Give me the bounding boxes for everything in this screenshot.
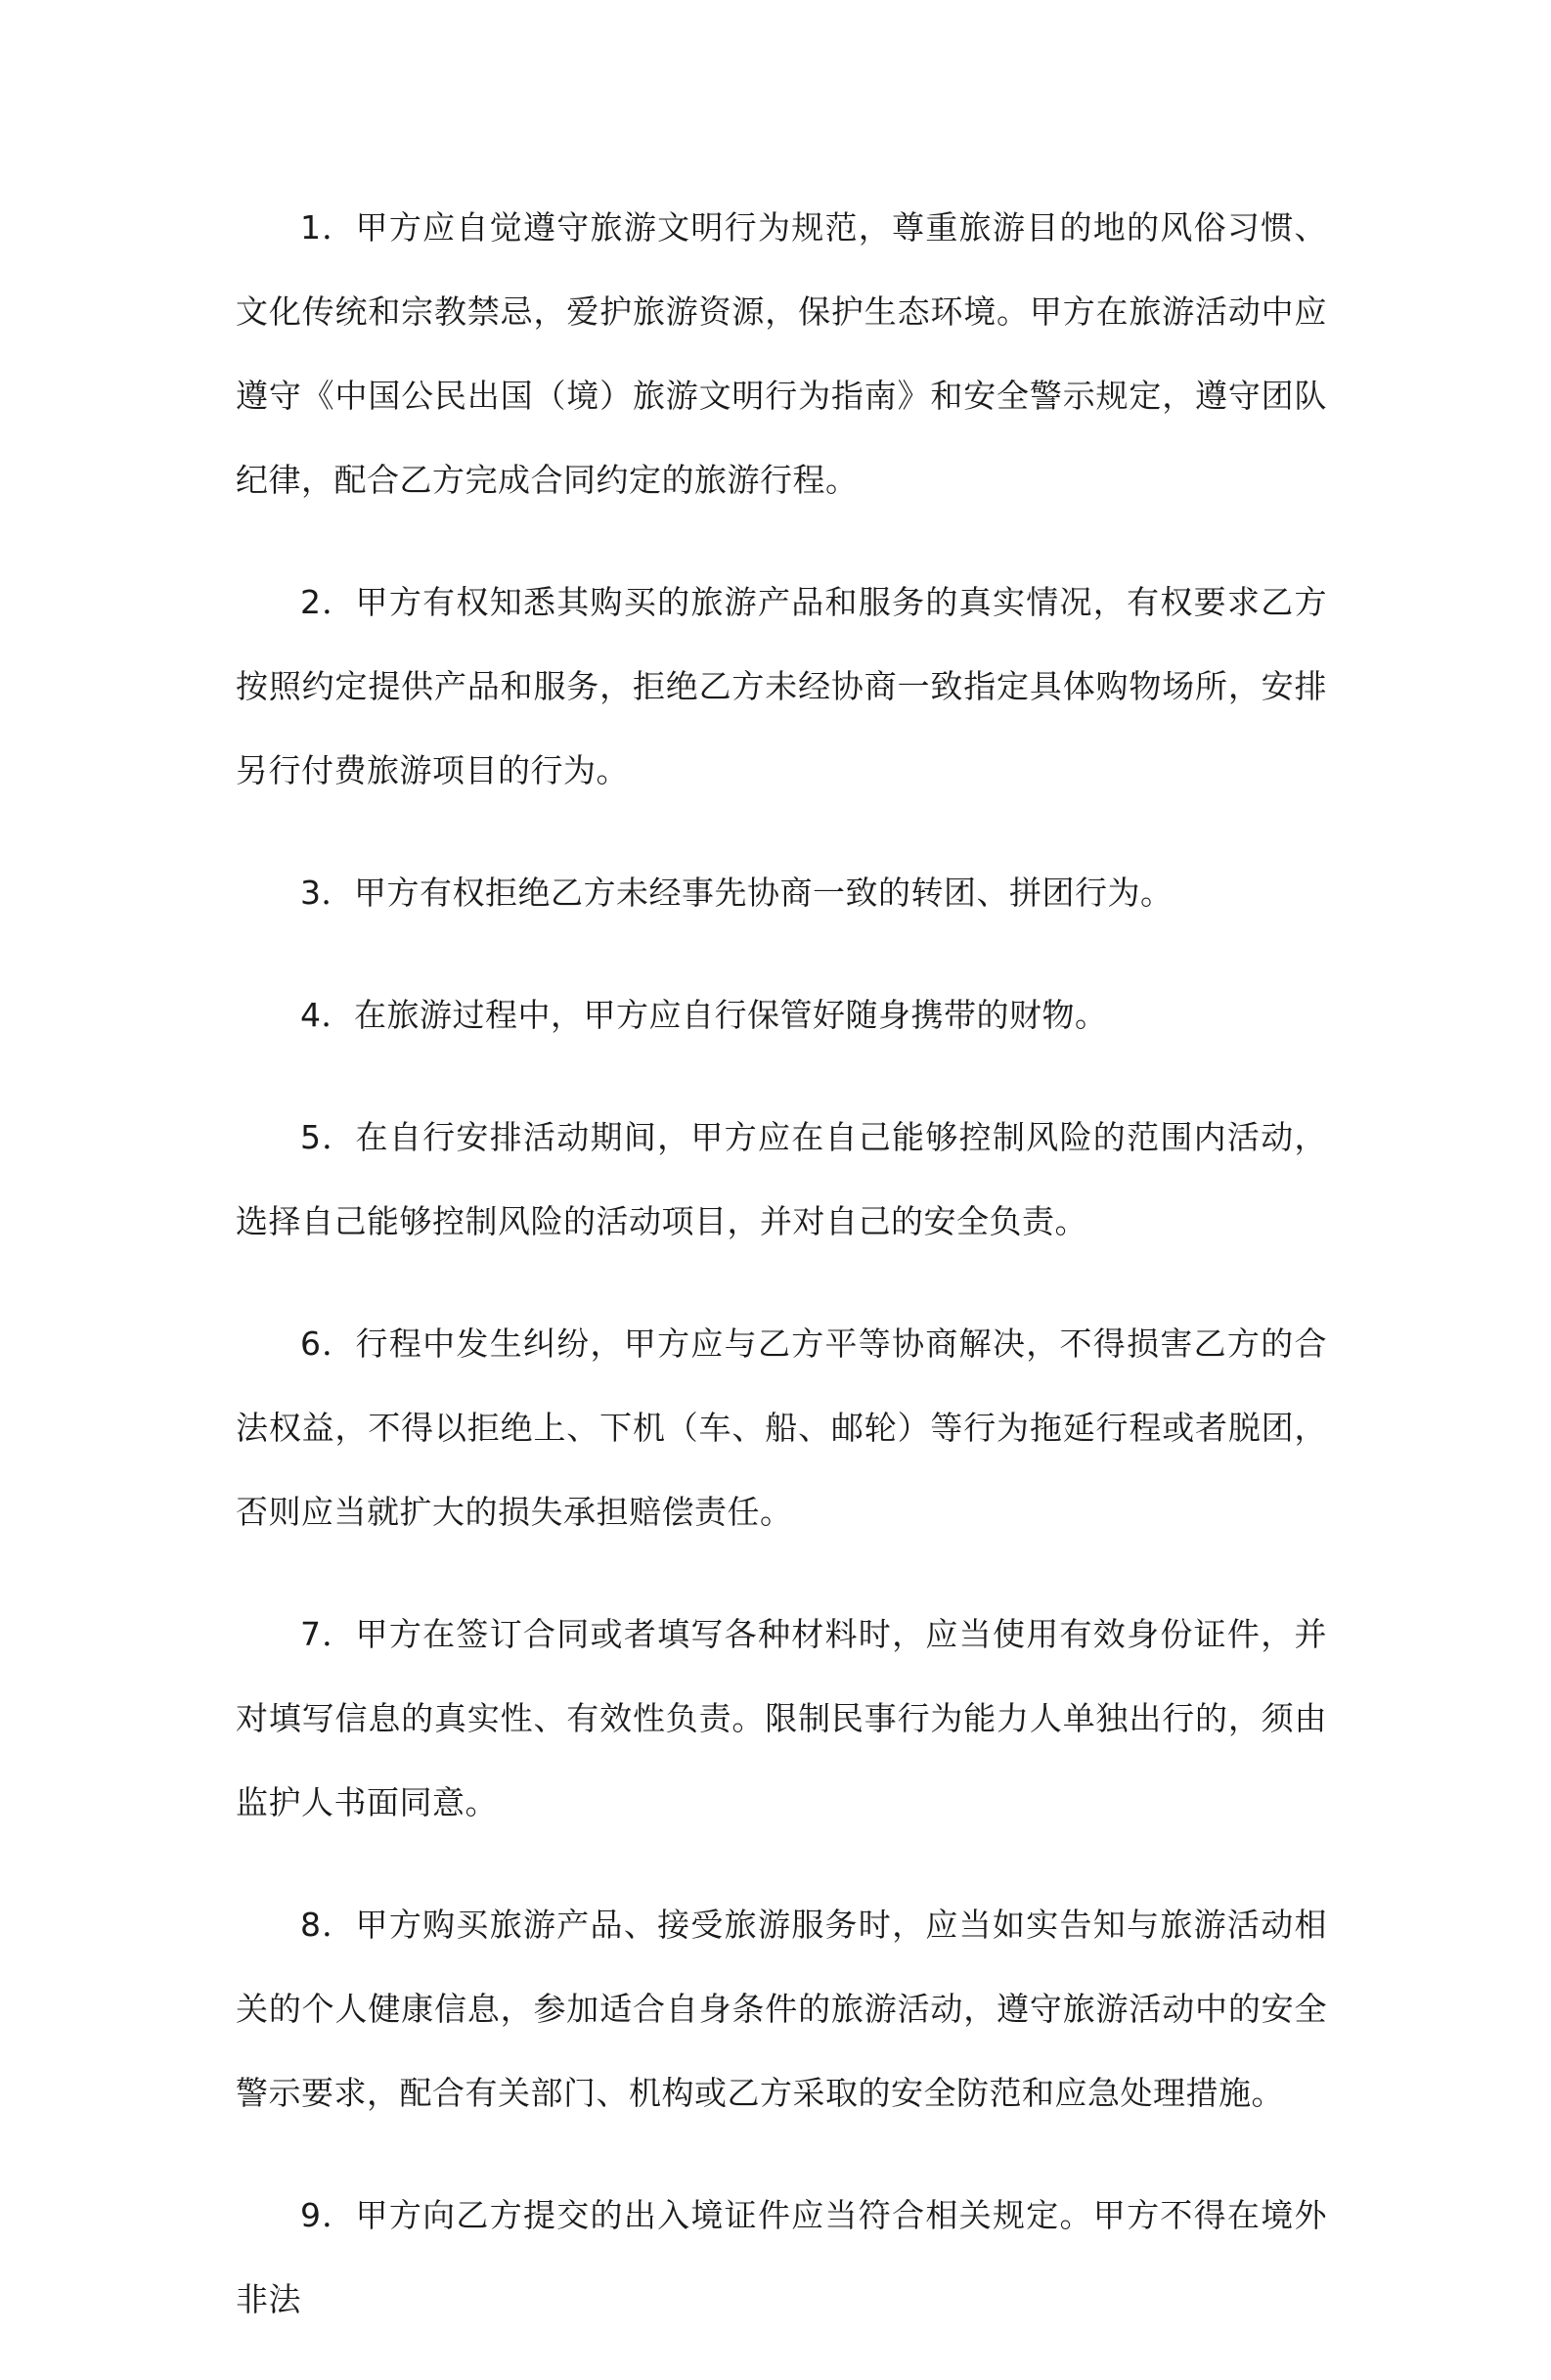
clause-7: 7．甲方在签订合同或者填写各种材料时，应当使用有效身份证件，并对填写信息的真实性、有效性负责。限制民事行为能力人单独出行的，须由监护人书面同意。	[236, 1615, 1327, 1821]
clause-4: 4．在旅游过程中，甲方应自行保管好随身携带的财物。	[300, 996, 1108, 1034]
clause-1: 1．甲方应自觉遵守旅游文明行为规范，尊重旅游目的地的风俗习惯、文化传统和宗教禁忌，爱护旅游资源，保护生态环境。甲方在旅游活动中应遵守《中国公民出国（境）旅游文明行为指南》和安全警示规定，遵守团队纪律，配合乙方完成合同约定的旅游行程。	[236, 208, 1327, 499]
clause-5: 5．在自行安排活动期间，甲方应在自己能够控制风险的范围内活动，选择自己能够控制风险的活动项目，并对自己的安全负责。	[236, 1118, 1327, 1240]
clause-6: 6．行程中发生纠纷，甲方应与乙方平等协商解决，不得损害乙方的合法权益，不得以拒绝上、下机（车、船、邮轮）等行为拖延行程或者脱团，否则应当就扩大的损失承担赔偿责任。	[236, 1325, 1327, 1531]
clause-9: 9．甲方向乙方提交的出入境证件应当符合相关规定。甲方不得在境外非法	[236, 2196, 1327, 2318]
clause-3: 3．甲方有权拒绝乙方未经事先协商一致的转团、拼团行为。	[300, 874, 1174, 912]
clause-2: 2．甲方有权知悉其购买的旅游产品和服务的真实情况，有权要求乙方按照约定提供产品和服务，拒绝乙方未经协商一致指定具体购物场所，安排另行付费旅游项目的行为。	[236, 583, 1327, 789]
document-body	[236, 186, 1327, 2380]
clause-8: 8．甲方购买旅游产品、接受旅游服务时，应当如实告知与旅游活动相关的个人健康信息，参加适合自身条件的旅游活动，遵守旅游活动中的安全警示要求，配合有关部门、机构或乙方采取的安全防范和应急处理措施。	[236, 1906, 1327, 2112]
